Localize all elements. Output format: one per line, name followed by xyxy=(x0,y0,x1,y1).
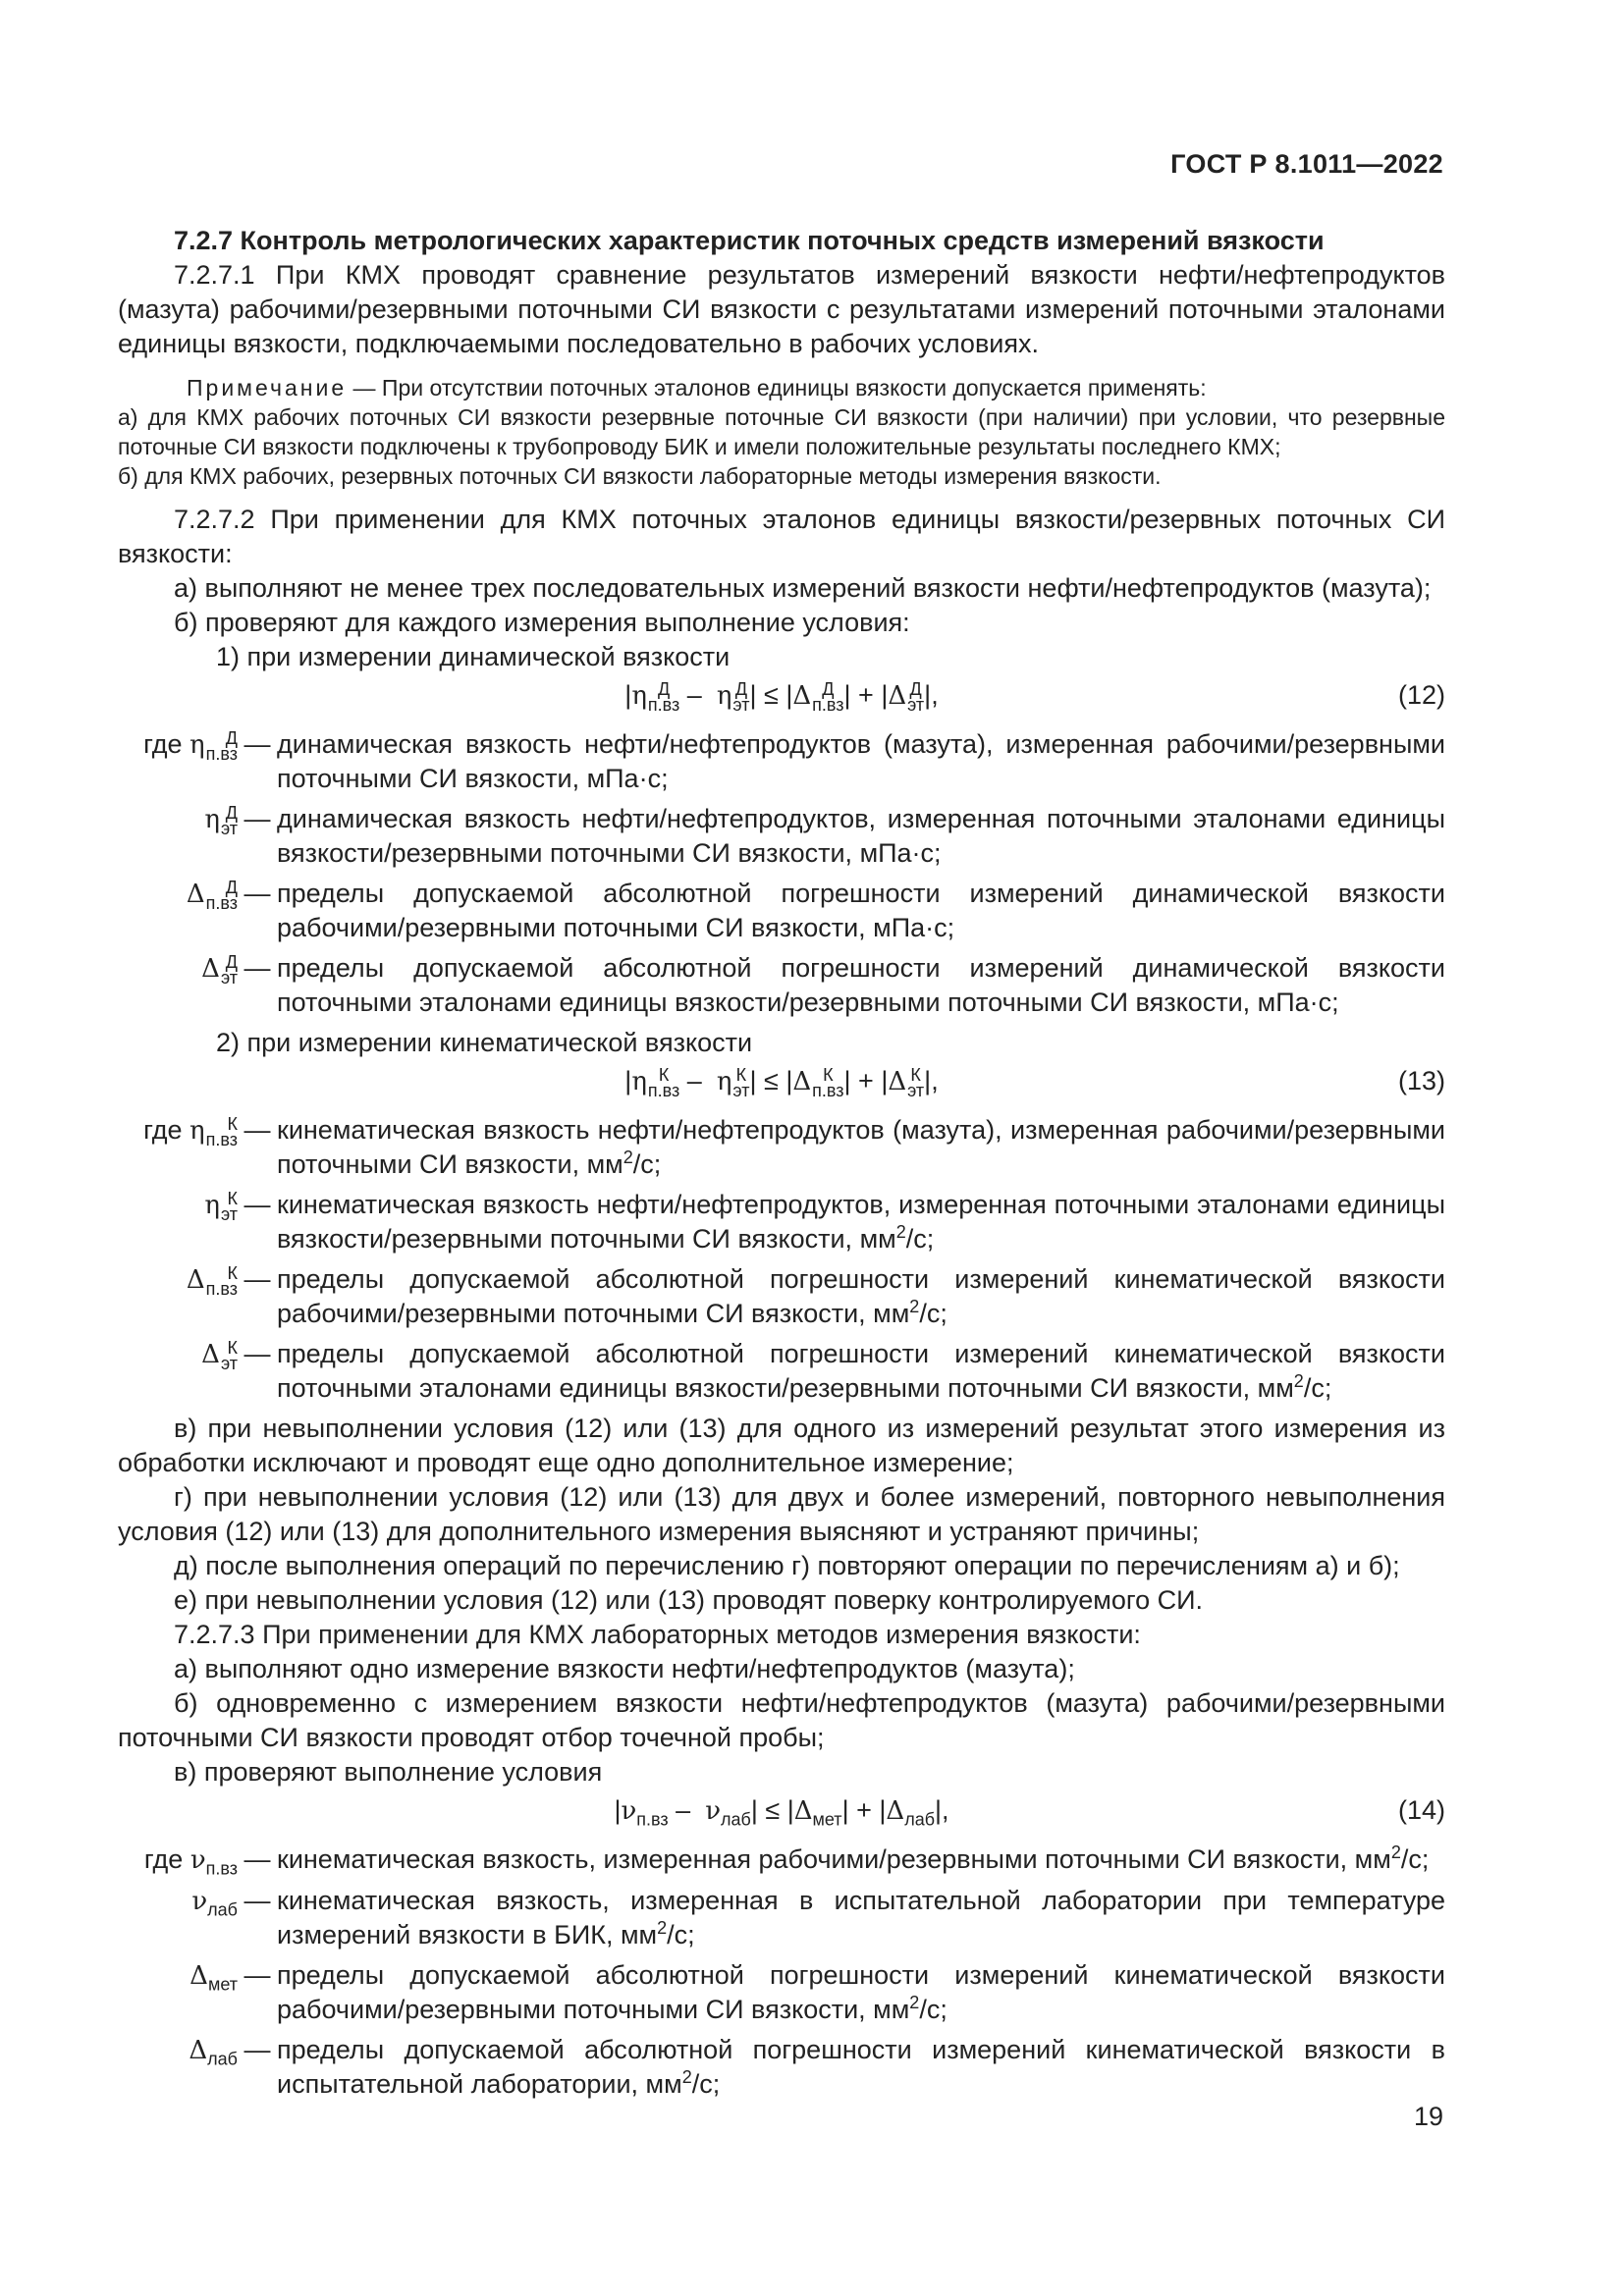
note-block xyxy=(118,373,1445,491)
definition-row: η Д эт — динамическая вязкость нефти/нефтепродуктов, измеренная поточными эталонами единицы вязкости/резервными поточными СИ вязкости, мПа·с; xyxy=(204,802,1445,868)
list-item-v: в) при невыполнении условия (12) или (13) для одного из измерений результат этого измерения из обработки исключают и проводят еще одно дополнительное измерение; xyxy=(118,1414,1445,1477)
standard-header: ГОСТ Р 8.1011—2022 xyxy=(1170,149,1443,179)
note-intro-text: — При отсутствии поточных эталонов единицы вязкости допускается применять: xyxy=(347,375,1207,400)
note-intro xyxy=(118,373,1445,402)
formula-12 xyxy=(118,678,1445,720)
paragraph-7-2-7-2: 7.2.7.2 При применении для КМХ поточных эталонов единицы вязкости/резервных поточных СИ вязкости: xyxy=(118,505,1445,568)
formula-12-number: (12) xyxy=(1397,680,1445,710)
formula-13-number: (13) xyxy=(1397,1066,1445,1095)
list-item-b2: 2) при измерении кинематической вязкости xyxy=(216,1028,753,1057)
formula-14-expression: $|\nu_{п.вз} - \nu_{лаб}| \le |\Delta_{мет}| + |\Delta_{лаб}|$, xyxy=(614,1795,949,1830)
definition-row: Δ К п.вз — пределы допускаемой абсолютной погрешности измерений кинематической вязкости рабочими/резервными поточными СИ вязкости, $мм^2/с$; xyxy=(186,1262,1445,1328)
definition-row: $\Delta_{мет}$ — пределы допускаемой абсолютной погрешности измерений кинематической вязкости рабочими/резервными поточными СИ вязкости, $мм^2/с$; xyxy=(189,1960,1445,2024)
list-item-g: г) при невыполнении условия (12) или (13) для двух и более измерений, повторного невыполнения условия (12) или (13) для дополнительного измерения выясняют и устраняют причины; xyxy=(118,1482,1445,1546)
list-item-b: б) проверяют для каждого измерения выполнение условия: xyxy=(174,608,910,637)
paragraph-7-2-7-1: 7.2.7.1 При КМХ проводят сравнение результатов измерений вязкости нефти/нефтепродуктов (мазута) рабочими/резервными поточными СИ вязкости с результатами измерений поточными эталонами единицы вязкости, подключаемыми последовательно в рабочих условиях. xyxy=(118,260,1445,358)
definition-row: Δ К эт — пределы допускаемой абсолютной погрешности измерений кинематической вязкости поточными эталонами единицы вязкости/резервными поточными СИ вязкости, $мм^2/с$; xyxy=(201,1337,1445,1403)
list-item-v-lab: в) проверяют выполнение условия xyxy=(174,1757,603,1787)
section-title: 7.2.7 Контроль метрологических характеристик поточных средств измерений вязкости xyxy=(174,226,1325,255)
list-item-a-lab: а) выполняют одно измерение вязкости нефти/нефтепродуктов (мазута); xyxy=(174,1654,1075,1683)
list-item-d: д) после выполнения операций по перечислению г) повторяют операции по перечислениям а) и б); xyxy=(174,1551,1400,1580)
formula-14-number: (14) xyxy=(1397,1795,1445,1825)
formula-13 xyxy=(118,1064,1445,1105)
list-item-b-lab: б) одновременно с измерением вязкости нефти/нефтепродуктов (мазута) рабочими/резервными поточными СИ вязкости проводят отбор точечной пробы; xyxy=(118,1688,1445,1752)
note-item-b: б) для КМХ рабочих, резервных поточных СИ вязкости лабораторные методы измерения вязкости. xyxy=(118,463,1162,489)
definition-row: $\Delta_{лаб}$ — пределы допускаемой абсолютной погрешности измерений кинематической вязкости в испытательной лаборатории, $мм^2/с$; xyxy=(189,2035,1445,2099)
formula-12-expression: |η Д п.вз – η Д эт | ≤ |Δ Д п.вз | + |Δ Д эт |, xyxy=(624,678,939,715)
definition-row: где η К п.вз — кинематическая вязкость нефти/нефтепродуктов (мазута), измеренная рабочими/резервными поточными СИ вязкости, $мм^2/с$; xyxy=(143,1113,1445,1179)
list-item-b1: 1) при измерении динамической вязкости xyxy=(216,642,731,671)
note-item-a: а) для КМХ рабочих поточных СИ вязкости резервные поточные СИ вязкости (при наличии) при условии, что резервные поточные СИ вязкости подключены к трубопроводу БИК и имели положительные результаты последнего КМХ; xyxy=(118,404,1445,459)
definition-row: η К эт — кинематическая вязкость нефти/нефтепродуктов, измеренная поточными эталонами единицы вязкости/резервными поточными СИ вязкости, $мм^2/с$; xyxy=(204,1188,1445,1254)
definitions-12 xyxy=(118,727,1445,1020)
definition-row: где $\nu_{п.вз}$ — кинематическая вязкость, измеренная рабочими/резервными поточными СИ вязкости, $мм^2/с$; xyxy=(143,1842,1430,1879)
formula-14 xyxy=(118,1793,1445,1835)
definitions-14 xyxy=(118,1842,1445,2102)
list-item-e: е) при невыполнении условия (12) или (13) проводят поверку контролируемого СИ. xyxy=(174,1585,1204,1615)
list-item-a: а) выполняют не менее трех последовательных измерений вязкости нефти/нефтепродуктов (мазута); xyxy=(174,573,1432,603)
page-number: 19 xyxy=(1413,2102,1443,2131)
formula-13-expression: |η К п.вз – η К эт | ≤ |Δ К п.вз | + |Δ К эт |, xyxy=(624,1064,939,1100)
definition-row: где η Д п.вз — динамическая вязкость нефти/нефтепродуктов (мазута), измеренная рабочими/резервными поточными СИ вязкости, мПа·с; xyxy=(143,727,1445,793)
note-label: Примечание xyxy=(187,375,348,400)
definitions-13 xyxy=(118,1113,1445,1406)
definition-row: Δ Д эт — пределы допускаемой абсолютной погрешности измерений динамической вязкости поточными эталонами единицы вязкости/резервными поточными СИ вязкости, мПа·с; xyxy=(201,951,1445,1017)
definition-row: Δ Д п.вз — пределы допускаемой абсолютной погрешности измерений динамической вязкости рабочими/резервными поточными СИ вязкости, мПа·с; xyxy=(186,877,1445,942)
document-body xyxy=(118,224,1445,2108)
definition-row: $\nu_{лаб}$ — кинематическая вязкость, измеренная в испытательной лаборатории при температуре измерений вязкости в БИК, $мм^2/с$; xyxy=(191,1886,1445,1949)
paragraph-7-2-7-3: 7.2.7.3 При применении для КМХ лабораторных методов измерения вязкости: xyxy=(174,1620,1141,1649)
